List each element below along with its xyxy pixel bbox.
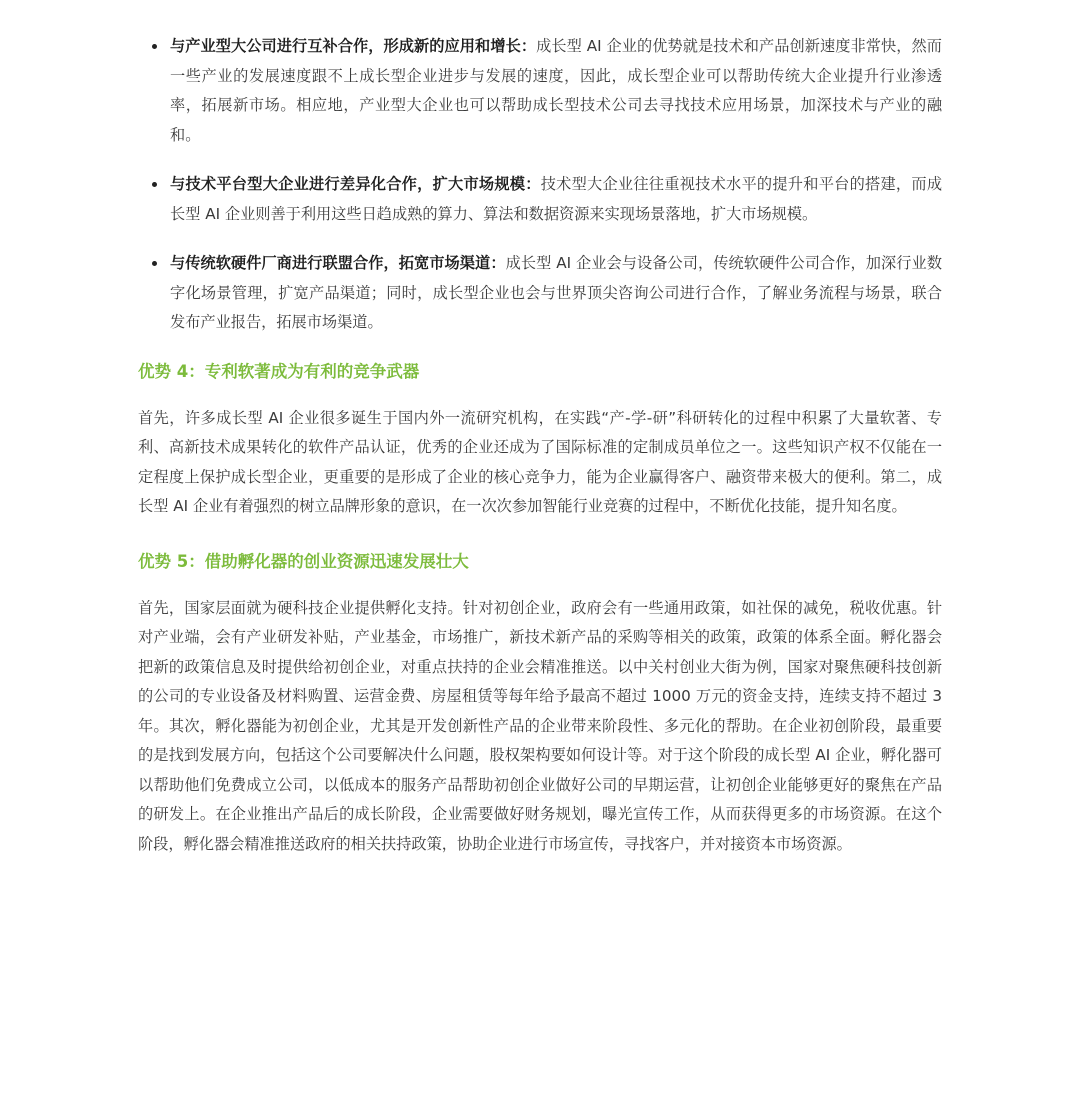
bullet-title: 与技术平台型大企业进行差异化合作，扩大市场规模： (170, 175, 541, 193)
bullet-dot-icon (152, 44, 157, 49)
bullet-text: 成长型 AI 企业会与设备公司，传统软硬件公司合作，加深行业数字化场景管理，扩宽产品渠道；同时，成长型企业也会与世界顶尖咨询公司进行合作，了解业务流程与场景，联合发布产业报告，拓展市场渠道。 (170, 254, 943, 331)
cooperation-bullet-list (138, 32, 942, 338)
section-heading-advantage-4: 优势 4：专利软著成为有利的竞争武器 (138, 361, 420, 381)
bullet-text: 成长型 AI 企业的优势就是技术和产品创新速度非常快，然而一些产业的发展速度跟不上成长型企业进步与发展的速度，因此，成长型企业可以帮助传统大企业提升行业渗透率，拓展新市场。相应地，产业型大企业也可以帮助成长型技术公司去寻找技术应用场景，加深技术与产业的融和。 (170, 37, 942, 144)
section-body-advantage-5: 首先，国家层面就为硬科技企业提供孵化支持。针对初创企业，政府会有一些通用政策，如社保的减免，税收优惠。针对产业端，会有产业研发补贴，产业基金，市场推广，新技术新产品的采购等相关的政策，政策的体系全面。孵化器会把新的政策信息及时提供给初创企业，对重点扶持的企业会精准推送。以中关村创业大街为例，国家对聚焦硬科技创新的公司的专业设备及材料购置、运营金费、房屋租赁等每年给予最高不超过 1000 万元的资金支持，连续支持不超过 3 年。其次，孵化器能为初创企业，尤其是开发创新性产品的企业带来阶段性、多元化的帮助。在企业初创阶段，最重要的是找到发展方向，包括这个公司要解决什么问题，股权架构要如何设计等。对于这个阶段的成长型 AI 企业，孵化器可以帮助他们免费成立公司，以低成本的服务产品帮助初创企业做好公司的早期运营，让初创企业能够更好的聚焦在产品的研发上。在企业推出产品后的成长阶段，企业需要做好财务规划，曝光宣传工作，从而获得更多的市场资源。在这个阶段，孵化器会精准推送政府的相关扶持政策，协助企业进行市场宣传，寻找客户，并对接资本市场资源。 (138, 598, 942, 853)
bullet-title: 与产业型大公司进行互补合作，形成新的应用和增长： (170, 37, 537, 55)
section-body-advantage-4: 首先，许多成长型 AI 企业很多诞生于国内外一流研究机构，在实践“产-学-研”科研转化的过程中积累了大量软著、专利、高新技术成果转化的软件产品认证，优秀的企业还成为了国际标准的定制成员单位之一。这些知识产权不仅能在一定程度上保护成长型企业，更重要的是形成了企业的核心竞争力，能为企业赢得客户、融资带来极大的便利。第二，成长型 AI 企业有着强烈的树立品牌形象的意识，在一次次参加智能行业竞赛的过程中，不断优化技能，提升知名度。 (138, 408, 942, 515)
bullet-title: 与传统软硬件厂商进行联盟合作，拓宽市场渠道： (170, 254, 506, 272)
list-item (138, 249, 942, 338)
bullet-text: 技术型大企业往往重视技术水平的提升和平台的搭建，而成长型 AI 企业则善于利用这些日趋成熟的算力、算法和数据资源来实现场景落地，扩大市场规模。 (170, 175, 943, 223)
bullet-dot-icon (152, 182, 157, 187)
section-heading-advantage-5: 优势 5：借助孵化器的创业资源迅速发展壮大 (138, 551, 469, 571)
list-item (138, 32, 942, 150)
bullet-dot-icon (152, 261, 157, 266)
list-item (138, 170, 942, 229)
document-page (138, 32, 942, 885)
